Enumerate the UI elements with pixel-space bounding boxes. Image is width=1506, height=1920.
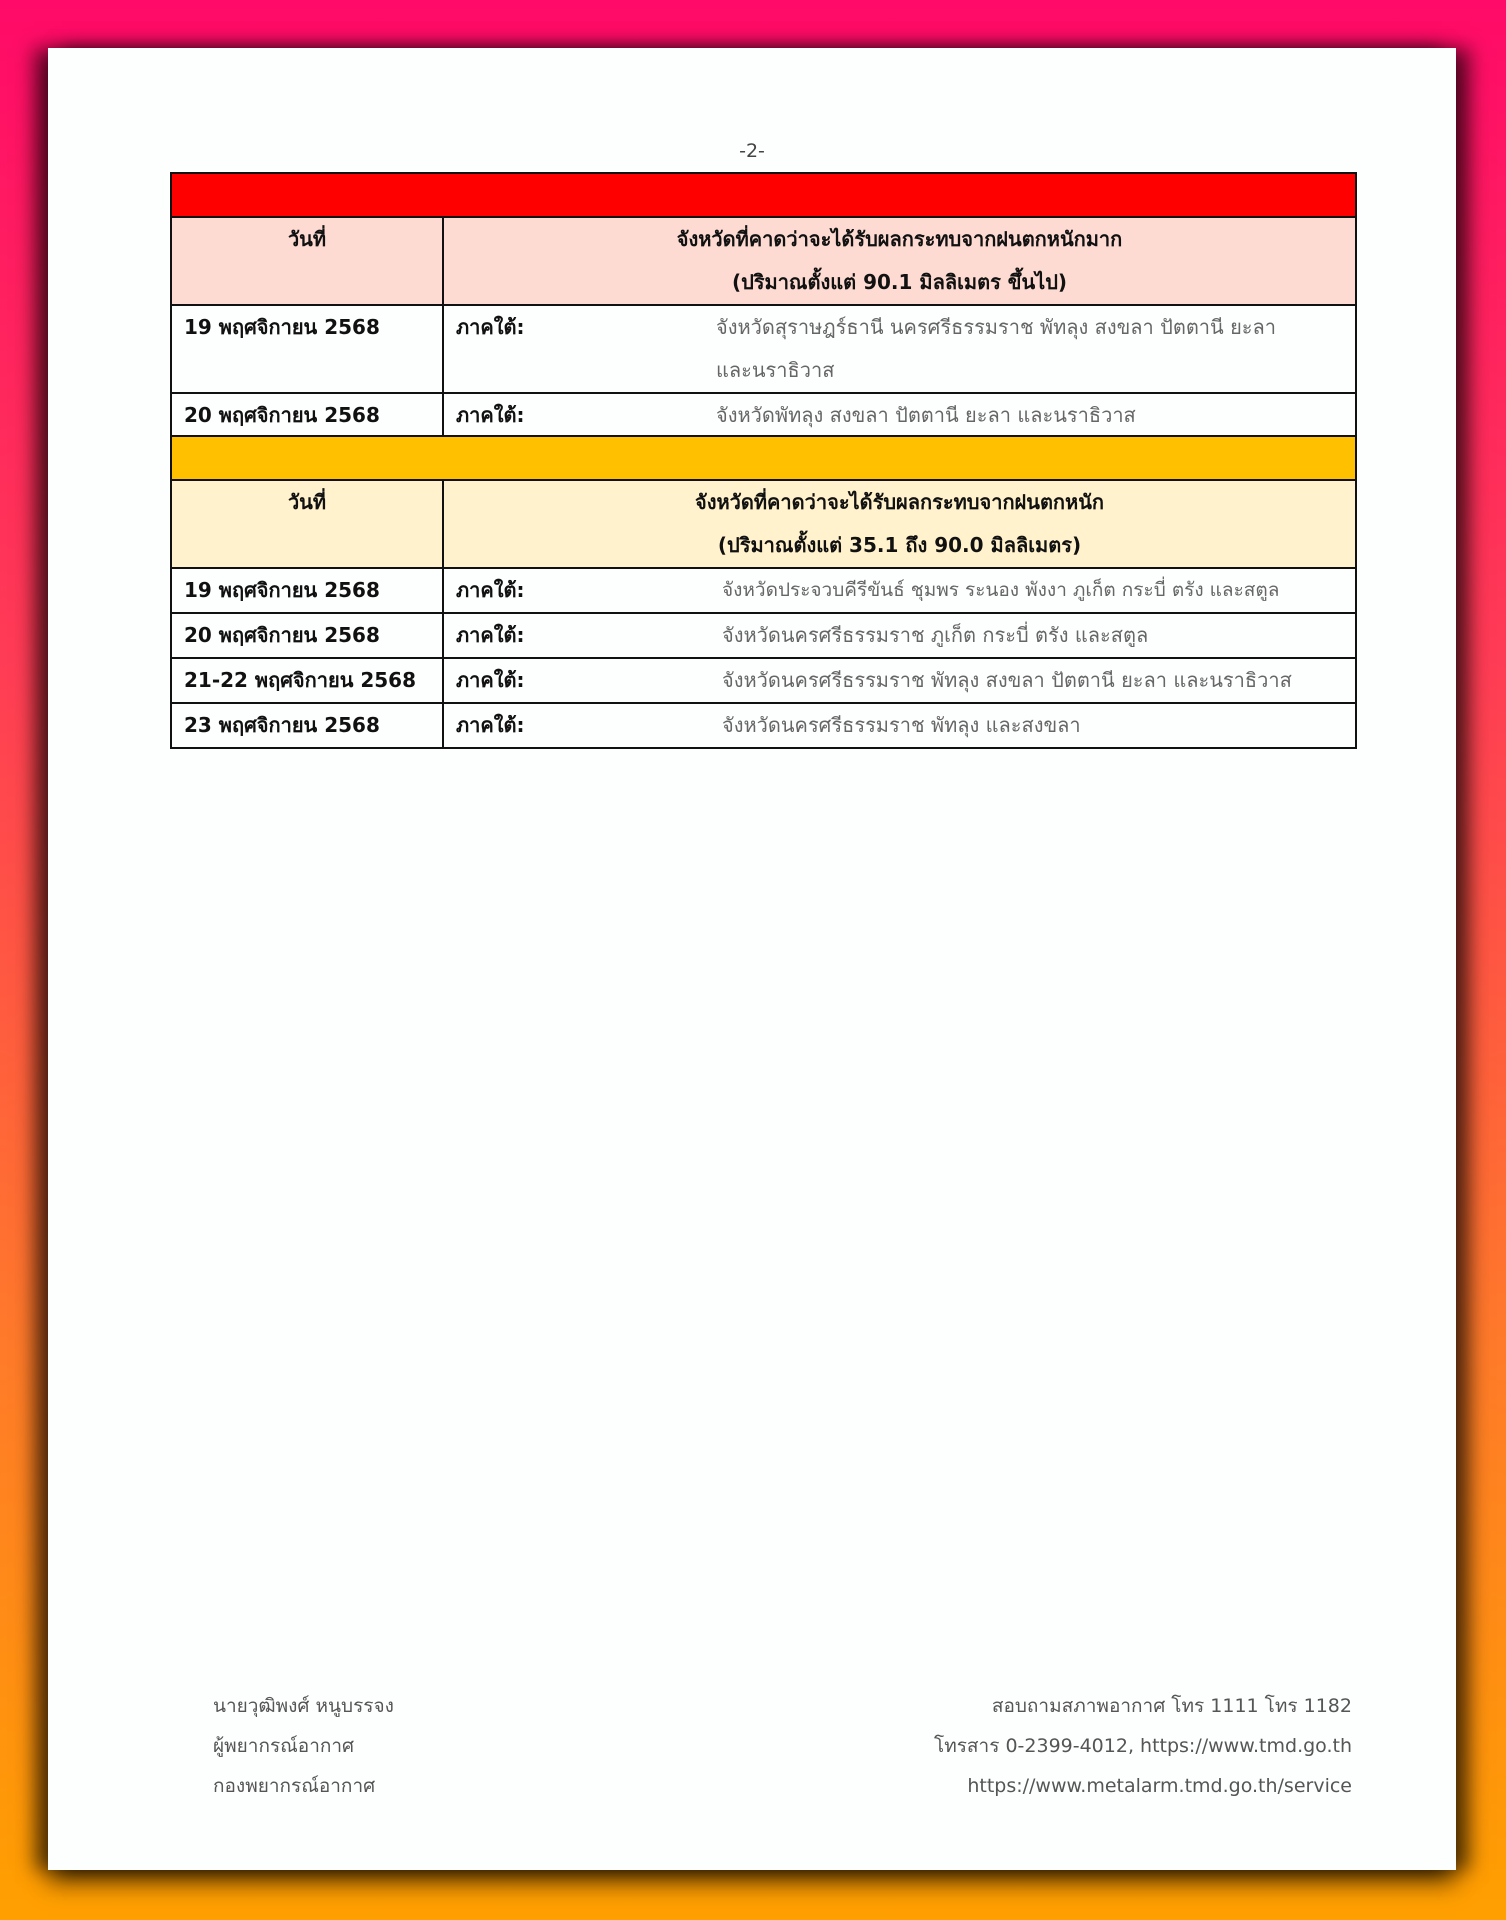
row-provinces: จังหวัดสุราษฎร์ธานี นครศรีธรรมราช พัทลุง สงขลา ปัตตานี ยะลา และนราธิวาส — [716, 315, 1277, 382]
header-subtitle: (ปริมาณตั้งแต่ 35.1 ถึง 90.0 มิลลิเมตร) — [717, 533, 1082, 557]
row-region: ภาคใต้: — [456, 315, 525, 339]
yellow-alert-bar — [171, 436, 1356, 480]
table-header — [171, 480, 1356, 568]
row-date: 21-22 พฤศจิกายน 2568 — [171, 658, 443, 703]
row-date: 23 พฤศจิกายน 2568 — [171, 703, 443, 748]
row-region: ภาคใต้: — [456, 578, 525, 602]
row-date: 20 พฤศจิกายน 2568 — [171, 393, 443, 438]
contact-service-link[interactable]: https://www.metalarm.tmd.go.th/service — [967, 1775, 1352, 1797]
header-title: จังหวัดที่คาดว่าจะได้รับผลกระทบจากฝนตกหนัก — [694, 490, 1105, 514]
row-date: 20 พฤศจิกายน 2568 — [171, 613, 443, 658]
contact-info — [934, 1686, 1352, 1806]
forecaster-title: ผู้พยากรณ์อากาศ — [213, 1735, 355, 1757]
provinces-header — [443, 480, 1356, 568]
row-region: ภาคใต้: — [456, 403, 525, 427]
header-subtitle: (ปริมาณตั้งแต่ 90.1 มิลลิเมตร ขึ้นไป) — [731, 270, 1068, 294]
table-row — [171, 613, 1356, 658]
contact-fax-website[interactable]: โทรสาร 0-2399-4012, https://www.tmd.go.th — [934, 1735, 1352, 1757]
contact-phone: สอบถามสภาพอากาศ โทร 1111 โทร 1182 — [991, 1695, 1352, 1717]
table-row — [171, 658, 1356, 703]
row-date: 19 พฤศจิกายน 2568 — [171, 305, 443, 393]
forecaster-division: กองพยากรณ์อากาศ — [213, 1775, 376, 1797]
forecaster-name: นายวุฒิพงศ์ หนูบรรจง — [213, 1695, 394, 1717]
red-alert-bar — [171, 173, 1356, 217]
row-provinces: จังหวัดประจวบคีรีขันธ์ ชุมพร ระนอง พังงา ภูเก็ต กระบี่ ตรัง และสตูล — [722, 579, 1280, 601]
very-heavy-rain-table — [170, 172, 1357, 439]
table-header — [171, 217, 1356, 305]
row-region: ภาคใต้: — [456, 623, 525, 647]
row-provinces: จังหวัดนครศรีธรรมราช ภูเก็ต กระบี่ ตรัง และสตูล — [722, 623, 1149, 647]
row-provinces: จังหวัดนครศรีธรรมราช พัทลุง สงขลา ปัตตานี ยะลา และนราธิวาส — [722, 668, 1292, 692]
provinces-header — [443, 217, 1356, 305]
row-region: ภาคใต้: — [456, 713, 525, 737]
date-header: วันที่ — [171, 480, 443, 568]
table-row — [171, 568, 1356, 613]
table-row — [171, 305, 1356, 393]
page-number: -2- — [739, 140, 765, 162]
date-header: วันที่ — [171, 217, 443, 305]
row-region: ภาคใต้: — [456, 668, 525, 692]
row-provinces: จังหวัดนครศรีธรรมราช พัทลุง และสงขลา — [722, 713, 1081, 737]
heavy-rain-table — [170, 435, 1357, 749]
row-date: 19 พฤศจิกายน 2568 — [171, 568, 443, 613]
row-provinces: จังหวัดพัทลุง สงขลา ปัตตานี ยะลา และนราธิวาส — [716, 403, 1136, 427]
header-title: จังหวัดที่คาดว่าจะได้รับผลกระทบจากฝนตกหนักมาก — [676, 227, 1123, 251]
forecaster-signature — [213, 1686, 394, 1806]
table-row — [171, 393, 1356, 438]
table-row — [171, 703, 1356, 748]
document-page — [48, 48, 1456, 1870]
